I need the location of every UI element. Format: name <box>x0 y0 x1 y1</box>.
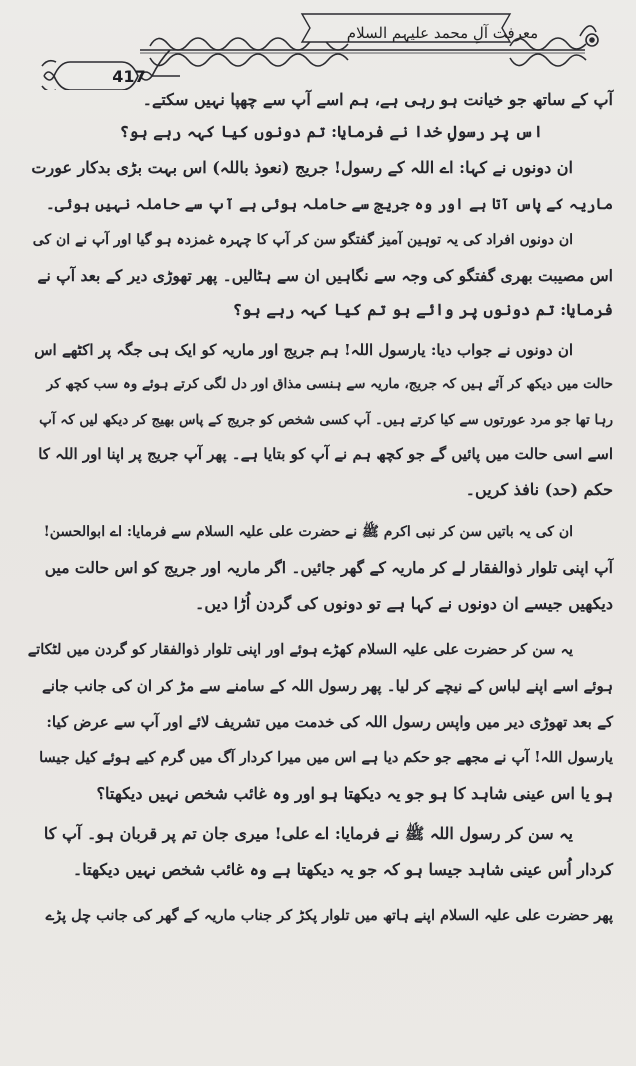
text-line: ان کی یہ باتیں سن کر نبی اکرم ﷺ نے حضرت علی علیہ السلام سے فرمایا: اے ابوالحسن! <box>43 524 573 540</box>
page-header <box>40 6 600 90</box>
running-head: معرفت آلِ محمد علیہم السلام <box>346 24 539 42</box>
text-line: رہا تھا جو مرد عورتوں سے کیا کرتے ہیں۔ آپ کسی شخص کو جریج کے پاس بھیج کر دیکھ لیں کہ آپ <box>39 412 613 428</box>
text-line: آپ کے ساتھ جو خیانت ہو رہی ہے، ہم اسے آپ سے چھپا نہیں سکتے۔ <box>142 90 613 109</box>
text-line: ان دونوں نے کہا: اے اللہ کے رسول! جریج (نعوذ باللہ) اس بہت بڑی بدکار عورت <box>31 158 573 177</box>
text-line: حکم (حد) نافذ کریں۔ <box>465 480 613 499</box>
text-line: یہ سن کر حضرت علی علیہ السلام کھڑے ہوئے اور اپنی تلوار ذوالفقار کو گردن میں لٹکاتے <box>27 641 573 658</box>
body-text <box>28 88 613 1063</box>
text-line: اس مصیبت بھری گفتگو کی وجہ سے نگاہیں ان سے ہٹالیں۔ پھر تھوڑی دیر کے بعد آپ نے <box>37 266 613 285</box>
text-line: ان دونوں نے جواب دیا: یارسول اللہ! ہم جریج اور ماریہ کو ایک ہی جگہ پر اکٹھے اس <box>34 341 573 359</box>
text-line: دیکھیں جیسے ان دونوں نے کہا ہے تو دونوں کی گردن اُڑا دیں۔ <box>194 594 613 613</box>
text-line: یہ سن کر رسول اللہ ﷺ نے فرمایا: اے علی! میری جان تم پر قربان ہو۔ آپ کا <box>43 824 573 843</box>
text-line: ماریہ کے پاس آتا ہے اور وہ جریج سے حاملہ ہوئی ہے آپ سے حاملہ نہیں ہوئی۔ <box>46 195 613 213</box>
text-line: کردار اُس عینی شاہد جیسا ہو کہ جو یہ دیکھتا ہے وہ غائب شخص نہیں دیکھتا۔ <box>72 860 613 879</box>
text-line: ہو یا اس عینی شاہد کا ہو جو یہ دیکھتا ہو اور وہ غائب شخص نہیں دیکھتا؟ <box>96 784 613 803</box>
text-line: آپ اپنی تلوار ذوالفقار لے کر ماریہ کے گھر جائیں۔ اگر ماریہ اور جریج کو اس حالت میں <box>44 558 613 577</box>
text-line: پھر حضرت علی علیہ السلام اپنے ہاتھ میں تلوار پکڑ کر جناب ماریہ کے گھر کی جانب چل پڑے <box>45 907 613 924</box>
text-line: اس پر رسولِ خدا نے فرمایا: تم دونوں کیا کہہ رہے ہو؟ <box>119 122 543 141</box>
text-line: حالت میں دیکھ کر آئے ہیں کہ جریج، ماریہ سے ہنسی مذاق اور دل لگی کرتے ہوئے وہ سب کچھ کر <box>46 376 613 392</box>
text-line: ہوئے اسے اپنے لباس کے نیچے کر لیا۔ پھر رسول اللہ کے سامنے سے مڑ کر ان کی جانب جانے <box>41 677 613 695</box>
text-line: اسے اسی حالت میں پائیں گے جو کچھ ہم نے آپ کو بتایا ہے۔ پھر آپ جریج پر اپنا اور اللہ کا <box>38 445 613 463</box>
text-line: یارسول اللہ! آپ نے مجھے جو حکم دیا ہے اس میں میرا کردار آگ میں گرم کیے ہوئے کیل جیسا <box>39 749 613 766</box>
page-number: 417 <box>112 67 146 86</box>
text-line: ان دونوں افراد کی یہ توہین آمیز گفتگو سن کر آپ کا چہرہ غمزدہ ہو گیا اور آپ نے ان کی <box>32 232 573 248</box>
text-line: کے بعد تھوڑی دیر میں واپس رسول اللہ کی خدمت میں تشریف لائے اور آپ سے عرض کیا: <box>46 713 613 731</box>
text-line: فرمایا: تم دونوں پر وائے ہو تم کیا کہہ رہے ہو؟ <box>232 300 613 319</box>
